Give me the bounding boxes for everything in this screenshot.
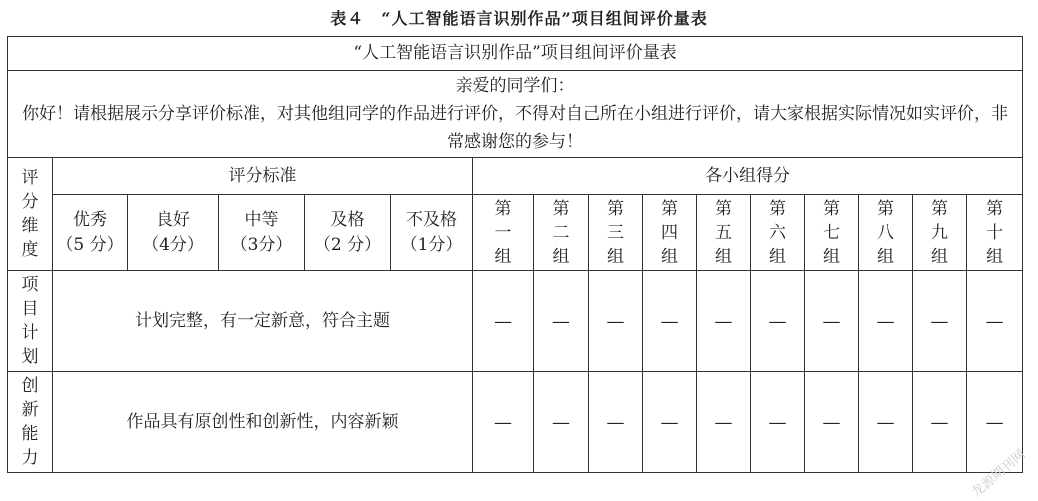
criteria-level-medium: 中等 （3分）: [219, 195, 305, 271]
score-cell: —: [643, 271, 697, 372]
criteria-level-good: 良好 （4分）: [128, 195, 219, 271]
score-cell: —: [589, 271, 643, 372]
group-header-5: 第 五 组: [697, 195, 751, 271]
intro-body: 你好！请根据展示分享评价标准，对其他组同学的作品进行评价，不得对自己所在小组进行评价，请大家根据实际情况如实评价，非常感谢您的参与！: [22, 104, 1009, 152]
score-cell: —: [643, 372, 697, 473]
intro-greeting: 亲爱的同学们：: [455, 76, 575, 96]
score-cell: —: [967, 372, 1023, 473]
score-cell: —: [589, 372, 643, 473]
watermark: 龙源期刊网: [969, 447, 1029, 501]
row-dimension: 创 新 能 力: [8, 372, 53, 473]
score-cell: —: [751, 271, 805, 372]
score-cell: —: [859, 372, 913, 473]
group-header-6: 第 六 组: [751, 195, 805, 271]
score-cell: —: [534, 372, 589, 473]
table-row: [8, 271, 1023, 372]
table-row: [8, 372, 1023, 473]
score-cell: —: [805, 271, 859, 372]
score-cell: —: [751, 372, 805, 473]
group-header-9: 第 九 组: [913, 195, 967, 271]
group-header-7: 第 七 组: [805, 195, 859, 271]
table-title: “人工智能语言识别作品”项目组间评价量表: [8, 37, 1023, 71]
row-description: 作品具有原创性和创新性，内容新颖: [53, 372, 473, 473]
group-header-3: 第 三 组: [589, 195, 643, 271]
group-header-10: 第 十 组: [967, 195, 1023, 271]
score-cell: —: [534, 271, 589, 372]
score-cell: —: [697, 271, 751, 372]
criteria-level-pass: 及格 （2 分）: [305, 195, 391, 271]
groups-score-header: 各小组得分: [473, 158, 1023, 195]
row-description: 计划完整，有一定新意，符合主题: [53, 271, 473, 372]
score-cell: —: [473, 271, 534, 372]
group-header-1: 第 一 组: [473, 195, 534, 271]
evaluation-table: [7, 36, 1023, 473]
dimension-header: 评 分 维 度: [8, 158, 53, 271]
group-header-2: 第 二 组: [534, 195, 589, 271]
score-cell: —: [913, 372, 967, 473]
criteria-level-excellent: 优秀 （5 分）: [53, 195, 128, 271]
criteria-level-fail: 不及格 （1分）: [391, 195, 473, 271]
row-dimension: 项 目 计 划: [8, 271, 53, 372]
score-cell: —: [967, 271, 1023, 372]
table-caption: 表４ “人工智能语言识别作品”项目组间评价量表: [330, 9, 708, 28]
score-cell: —: [473, 372, 534, 473]
intro-cell: [8, 71, 1023, 158]
score-cell: —: [913, 271, 967, 372]
group-header-8: 第 八 组: [859, 195, 913, 271]
score-cell: —: [697, 372, 751, 473]
score-cell: —: [859, 271, 913, 372]
group-header-4: 第 四 组: [643, 195, 697, 271]
score-cell: —: [805, 372, 859, 473]
criteria-header: 评分标准: [53, 158, 473, 195]
